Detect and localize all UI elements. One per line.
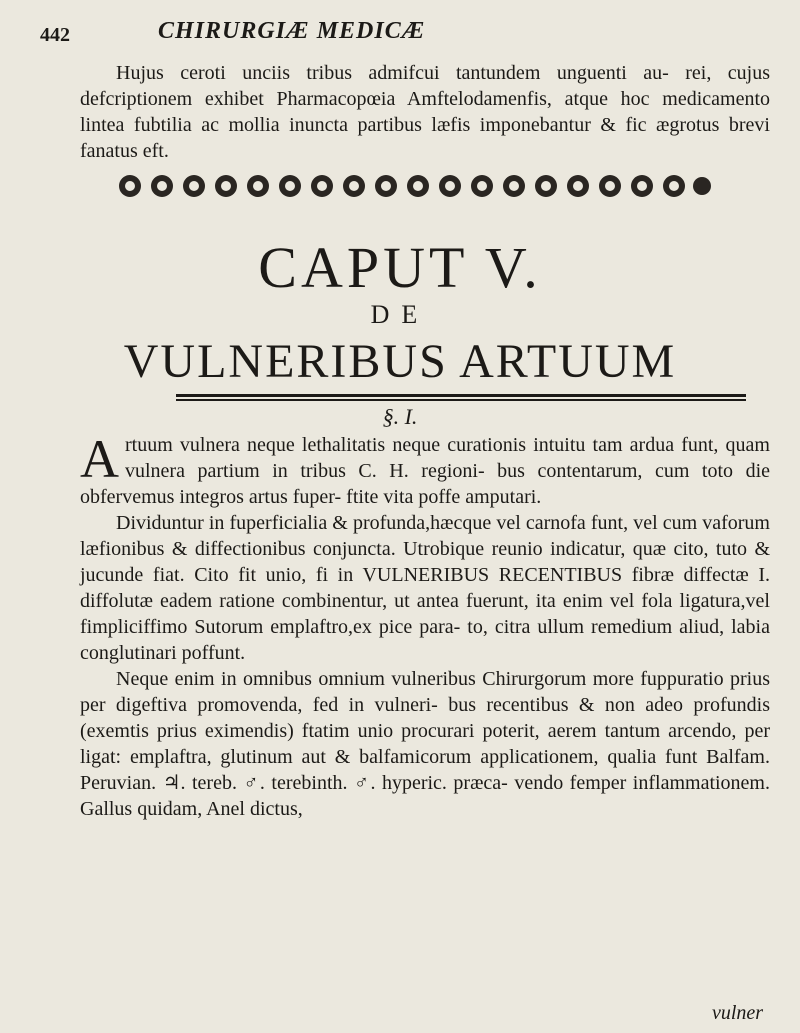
page-header [40,18,780,48]
paragraph-1 [80,429,770,510]
paragraph-3: Neque enim in omnibus omnium vulneribus Chirurgorum more fuppuratio prius per digeftiva promovenda, fed in vulneri- bus recentibus & non adeo profundis (exemtis prius eximendis) ftatim unio procurari poterit, aerem tantum arcendo, per ligat: emplaftra, glutinum aut & balfamicorum applicationem, qualia funt Balfam. Peruvian. ♃. tereb. ♂. terebinth. ♂. hyperic. præca- vendo femper inflammationem. Gallus quidam, Anel dictus, [80,668,770,820]
body-text [80,429,770,822]
paragraph-2: Dividuntur in fuperficialia & profunda,hæcque vel carnofa funt, vel cum vaforum læfionibus & diffectionibus conjuncta. Utrobique reunio indicatur, quæ cito, tuto & jucunde fiat. Cito fit unio, fi in VULNERIBUS RECENTIBUS fibræ diffectæ I. diffolutæ eadem ratione combinentur, ut antea fuerunt, ita enim vel fola ligatura,vel fimpliciffimo Sutorum emplaftro,ex pice para- to, citra ullum remedium aliud, labia conglutinari poffunt. [80,512,770,664]
chapter-caput: CAPUT V. [258,235,542,300]
ornament-band [116,168,712,204]
page-number: 442 [40,24,70,46]
chapter-de: DE [370,300,430,329]
intro-paragraph: Hujus ceroti unciis tribus admifcui tantundem unguenti au- rei, cujus defcriptionem exhibet Pharmacopœia Amftelodamenfis, atque hoc medicamento lintea fubtilia ac mollia inuncta partibus læfis imponebantur & fic ægrotus brevi fanatus eft. [80,62,770,162]
intro-paragraph-block [80,60,770,164]
running-title: CHIRURGIÆ MEDICÆ [158,18,426,44]
paragraph-1-text: rtuum vulnera neque lethalitatis neque curationis intuitu tam ardua funt, quam vulnera partium in tribus C. H. regioni- bus contentarum, cum toto die obfervemus integros artus fuper- ftite vita poffe amputari. [80,434,770,508]
section-mark: §. I. [382,404,418,429]
catchword: vulner [712,1002,764,1024]
divider-rule [176,394,746,403]
chapter-title: VULNERIBUS ARTUUM [123,335,677,388]
drop-capital: A [80,429,119,489]
